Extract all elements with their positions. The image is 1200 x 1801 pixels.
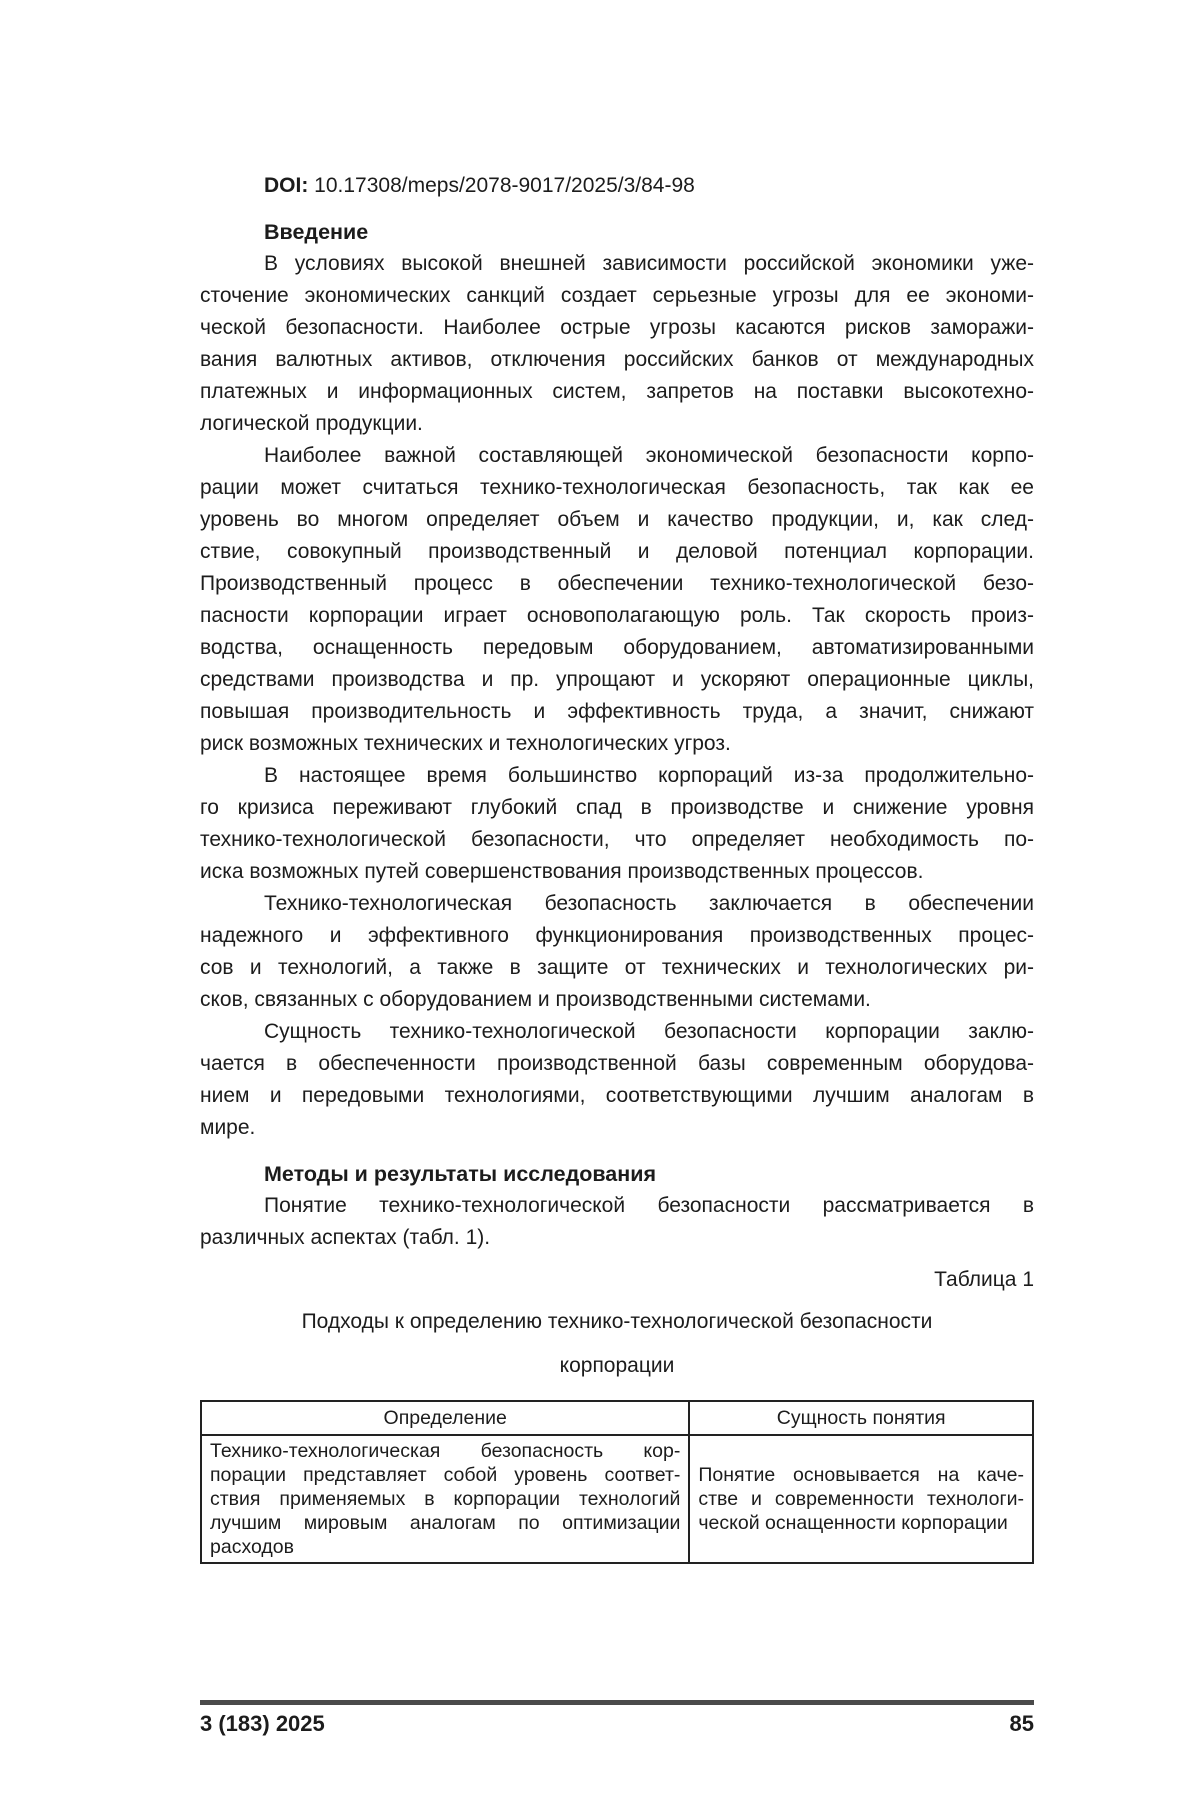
text-line: риск возможных технических и технологических угроз. [200,732,731,755]
page-footer [200,1705,1034,1743]
table-cell-definition [201,1435,689,1563]
paragraph [200,248,1034,440]
text-line: вания валютных активов, отключения российских банков от международных [200,348,1034,371]
section-heading: Введение [264,220,369,244]
table-caption-line: корпорации [559,1354,675,1377]
paragraph [200,440,1034,760]
text-line: водства, оснащенность передовым оборудованием, автоматизированными [200,636,1034,659]
paragraph [200,1190,1034,1254]
text-line: различных аспектах (табл. 1). [200,1226,491,1249]
text-line: сточение экономических санкций создает серьезные угрозы для ее экономи- [200,284,1034,307]
paragraph [200,760,1034,888]
text-line: чается в обеспеченности производственной базы современным оборудова- [200,1052,1034,1075]
text-line: иска возможных путей совершенствования производственных процессов. [200,860,924,883]
text-line: ческой оснащенности корпорации [698,1512,1008,1534]
text-line: ствие, совокупный производственный и деловой потенциал корпорации. [200,540,1034,563]
page-number: 85 [1009,1711,1034,1736]
text-line: В настоящее время большинство корпораций из-за продолжительно- [264,764,1034,787]
text-line: мире. [200,1116,256,1139]
text-line: повышая производительность и эффективность труда, а значит, снижают [200,700,1034,723]
table-cell-essence [689,1435,1033,1563]
section-heading: Методы и результаты исследования [264,1162,656,1186]
text-line: порации представляет собой уровень соответ- [210,1464,681,1486]
text-line: Сущность технико-технологической безопасности корпорации заклю- [264,1020,1034,1043]
article-body [200,216,1034,1254]
text-line: средствами производства и пр. упрощают и ускоряют операционные циклы, [200,668,1034,691]
text-line: Наиболее важной составляющей экономической безопасности корпо- [264,444,1034,467]
text-line: надежного и эффективного функционирования производственных процес- [200,924,1034,947]
text-line: стве и современности технологи- [698,1488,1024,1510]
text-line: Понятие основывается на каче- [698,1464,1024,1486]
text-line: ческой безопасности. Наиболее острые угрозы касаются рисков заморажи- [200,316,1034,339]
table-number-label: Таблица 1 [934,1268,1034,1291]
paragraph [200,1016,1034,1144]
paragraph [200,888,1034,1016]
text-line: В условиях высокой внешней зависимости российской экономики уже- [264,252,1034,275]
text-line: платежных и информационных систем, запретов на поставки высокотехно- [200,380,1034,403]
text-line: Технико-технологическая безопасность заключается в обеспечении [264,892,1034,915]
doi-value: 10.17308/meps/2078-9017/2025/3/84-98 [314,174,695,197]
text-line: Производственный процесс в обеспечении технико-технологической безо- [200,572,1034,595]
text-line: сов и технологий, а также в защите от технических и технологических ри- [200,956,1034,979]
text-line: уровень во многом определяет объем и качество продукции, и, как след- [200,508,1034,531]
whitespace-spacer [200,1564,1034,1700]
journal-issue: 3 (183) 2025 [200,1711,325,1736]
text-line: нием и передовыми технологиями, соответствующими лучшим аналогам в [200,1084,1034,1107]
table-caption [200,1300,1034,1388]
doi-line [200,170,1034,202]
text-line: Технико-технологическая безопасность кор- [210,1440,681,1462]
text-line: лучшим мировым аналогам по оптимизации [210,1512,681,1534]
text-line: го кризиса переживают глубокий спад в производстве и снижение уровня [200,796,1034,819]
text-line: ствия применяемых в корпорации технологий [210,1488,681,1510]
text-line: Понятие технико-технологической безопасности рассматривается в [264,1194,1034,1217]
text-line: расходов [210,1536,294,1558]
text-line: технико-технологической безопасности, что определяет необходимость по- [200,828,1034,851]
table-header-row [201,1401,1033,1435]
text-line: пасности корпорации играет основополагающую роль. Так скорость произ- [200,604,1034,627]
table-row [201,1435,1033,1563]
doi-label: DOI: [264,174,309,197]
table-header-essence: Сущность понятия [689,1401,1033,1435]
text-line: логической продукции. [200,412,423,435]
table-caption-line: Подходы к определению технико-технологической безопасности [301,1310,933,1333]
text-line: рации может считаться технико-технологическая безопасность, так как ее [200,476,1034,499]
approaches-table [200,1400,1034,1564]
table-header-definition: Определение [201,1401,689,1435]
text-line: сков, связанных с оборудованием и производственными системами. [200,988,871,1011]
